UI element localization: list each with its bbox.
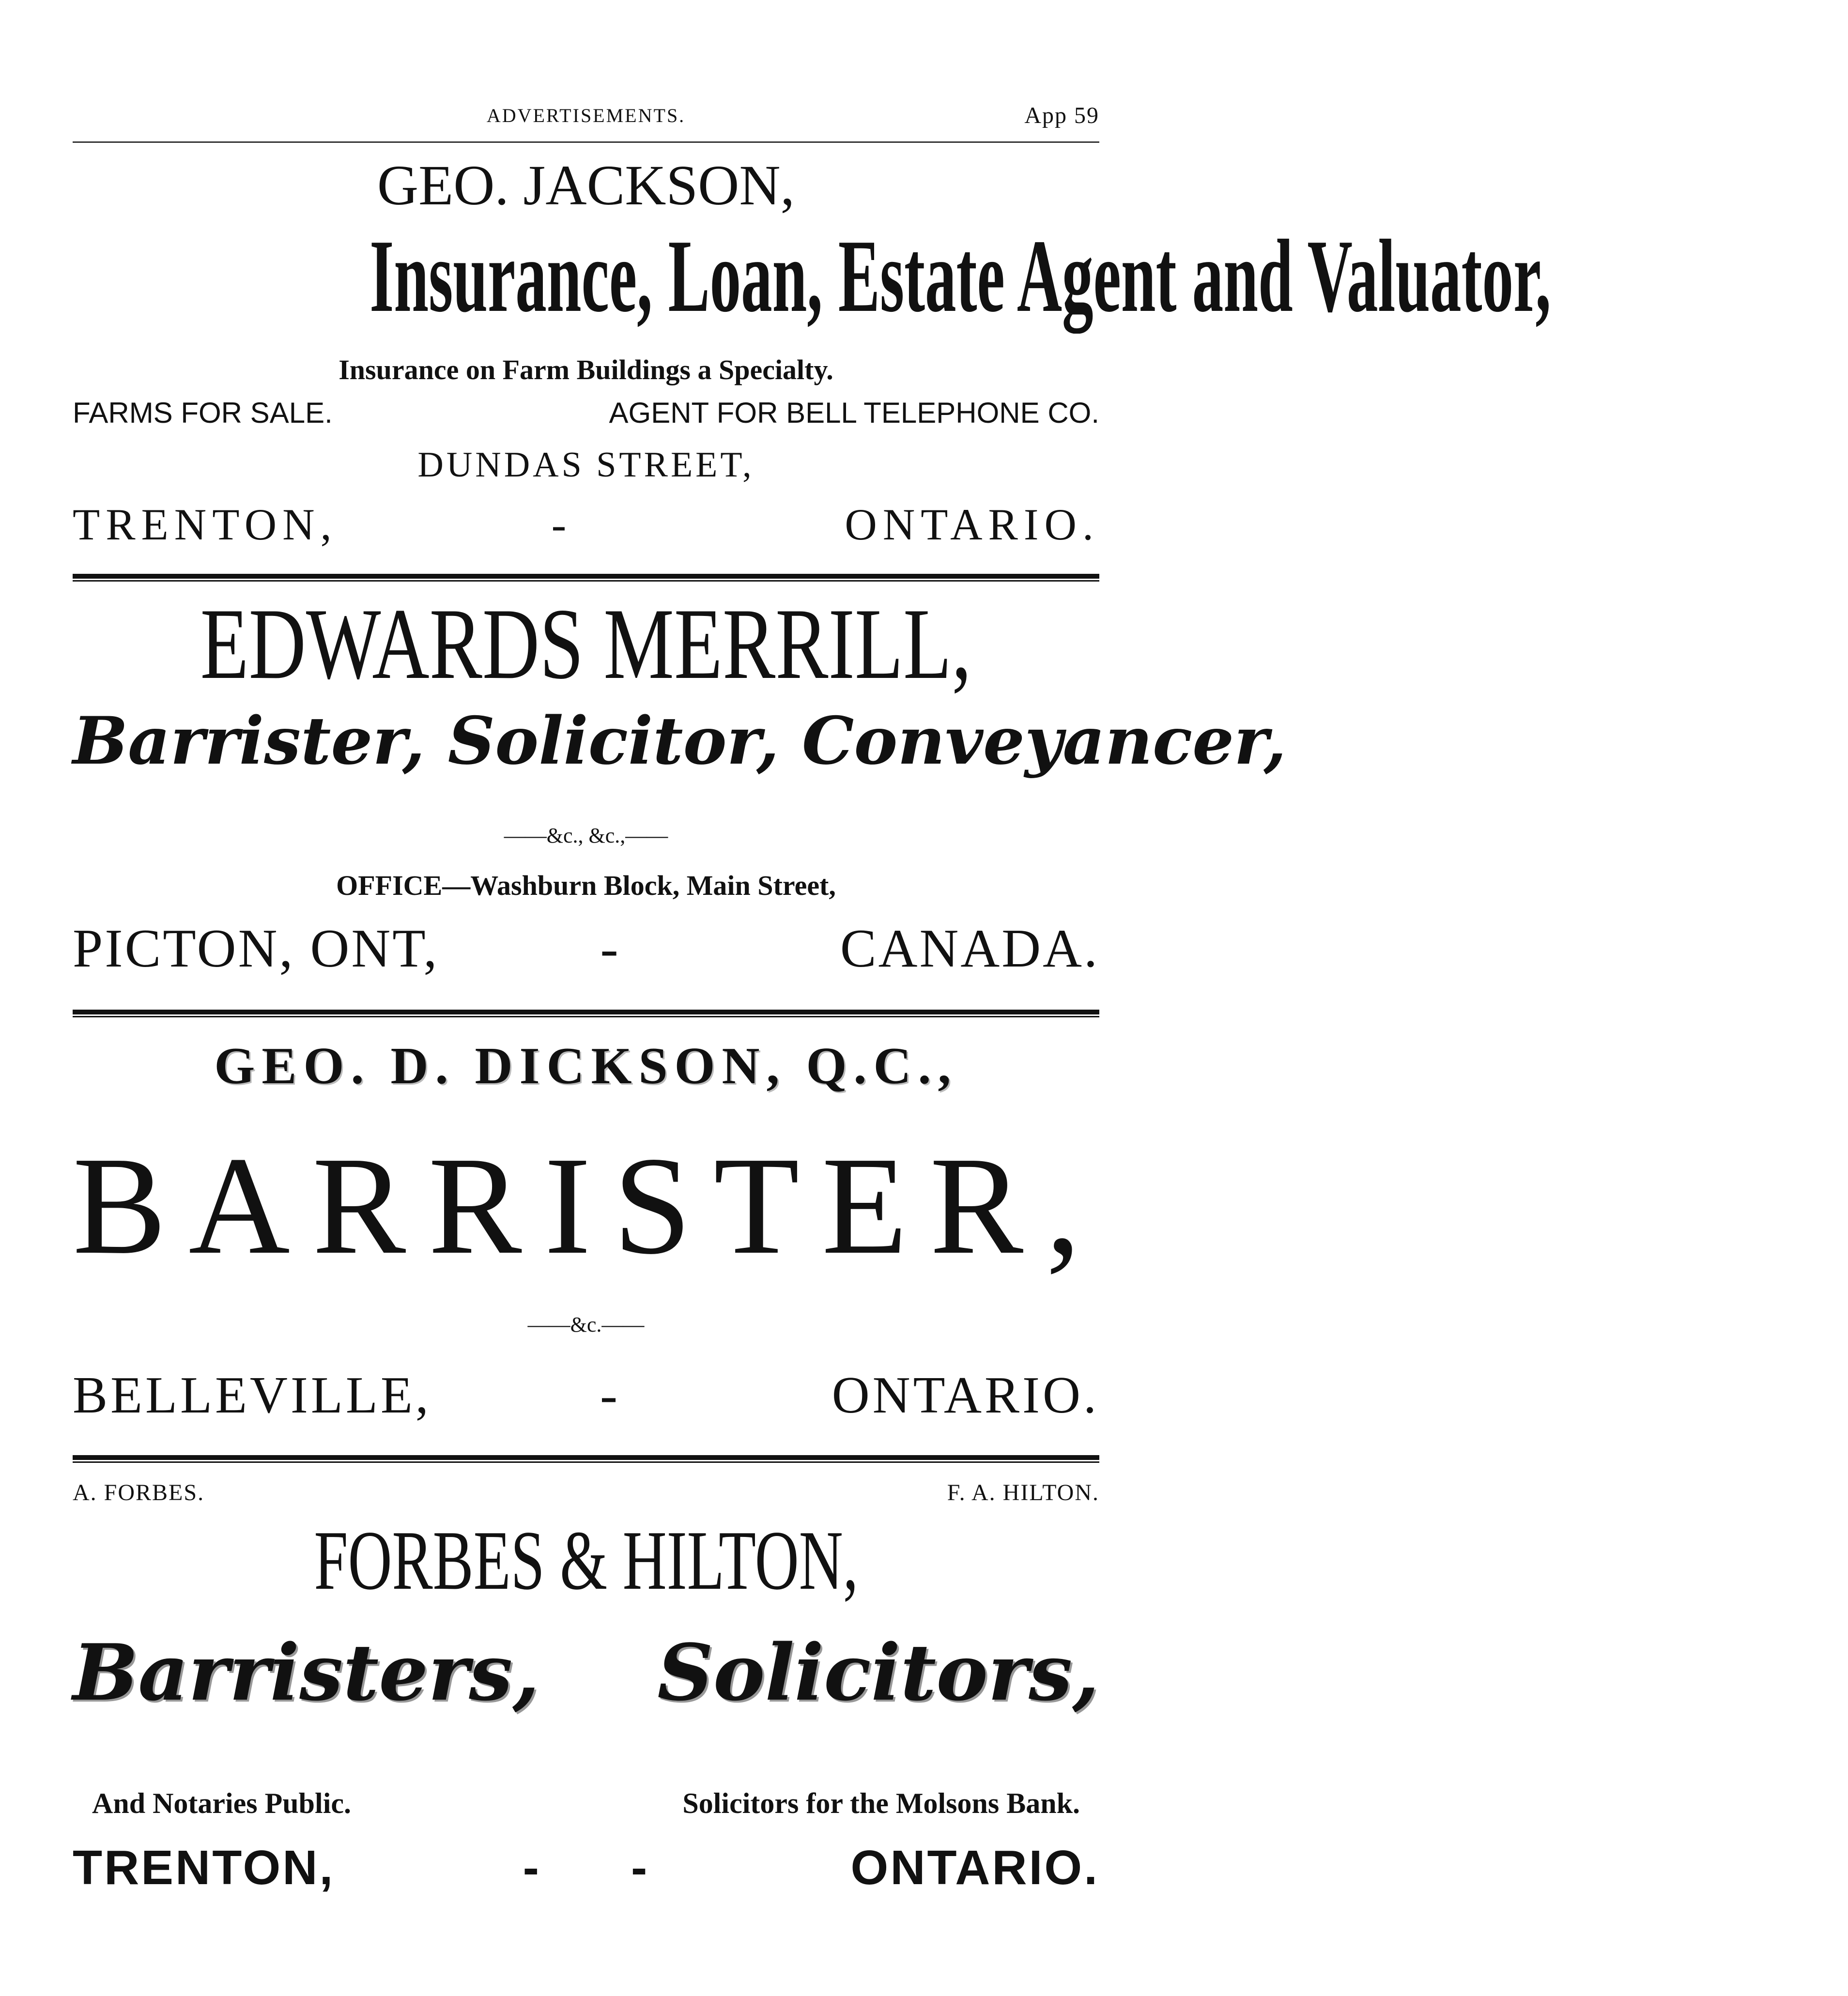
jackson-dash: - <box>551 500 572 549</box>
dickson-city-line <box>73 1366 1099 1426</box>
jackson-name: GEO. JACKSON, <box>377 154 795 217</box>
jackson-specialty: Insurance on Farm Buildings a Specialty. <box>339 354 833 385</box>
jackson-telephone-agent: AGENT FOR BELL TELEPHONE CO. <box>609 397 1099 429</box>
dickson-dash: - <box>600 1366 620 1424</box>
dickson-profession: BARRISTER, <box>73 1128 1103 1283</box>
merrill-country: CANADA. <box>840 919 1099 979</box>
forbes-partner-left: A. FORBES. <box>73 1480 205 1505</box>
forbes-notaries-line <box>73 1787 1099 1820</box>
forbes-firm-wrap <box>73 1513 1099 1607</box>
running-head-title: ADVERTISEMENTS. <box>486 105 686 126</box>
jackson-farms-agent-line <box>73 396 1099 430</box>
merrill-office-label: OFFICE <box>336 870 443 901</box>
merrill-etc: ——&c., &c.,—— <box>504 824 668 847</box>
merrill-city-line <box>73 918 1099 980</box>
forbes-dash-2: - <box>631 1841 649 1895</box>
forbes-dash-1: - <box>523 1841 541 1895</box>
jackson-street: DUNDAS STREET, <box>417 445 755 485</box>
forbes-bank: Solicitors for the Molsons Bank. <box>682 1787 1080 1819</box>
jackson-province: ONTARIO. <box>845 500 1099 549</box>
advertisement-page <box>73 0 1551 1996</box>
separator-3 <box>73 1455 1099 1463</box>
merrill-office-address: —Washburn Block, Main Street, <box>442 870 836 901</box>
jackson-farms-for-sale: FARMS FOR SALE. <box>73 397 333 429</box>
jackson-city: TRENTON, <box>73 500 338 549</box>
forbes-profession-line <box>73 1627 1099 1718</box>
dickson-city: BELLEVILLE, <box>73 1366 431 1424</box>
dickson-name: GEO. D. DICKSON, Q.C., <box>214 1037 958 1095</box>
forbes-city: TRENTON, <box>73 1841 335 1895</box>
dickson-province: ONTARIO. <box>832 1366 1099 1424</box>
forbes-barristers: Barristers, <box>73 1627 540 1718</box>
merrill-profession: Barrister, Solicitor, Conveyancer, <box>73 702 1287 779</box>
forbes-solicitors: Solicitors, <box>657 1627 1099 1718</box>
forbes-notaries: And Notaries Public. <box>92 1787 352 1819</box>
dickson-etc: ——&c.—— <box>527 1313 645 1336</box>
merrill-office-line <box>73 869 1099 902</box>
forbes-partner-right: F. A. HILTON. <box>947 1480 1099 1505</box>
merrill-city: PICTON, ONT, <box>73 919 439 979</box>
running-head <box>73 104 1099 133</box>
forbes-firm: FORBES & HILTON, <box>314 1513 858 1607</box>
forbes-partners-line <box>73 1479 1099 1506</box>
merrill-dash: - <box>600 919 620 979</box>
forbes-province: ONTARIO. <box>850 1841 1099 1895</box>
merrill-name-wrap <box>73 588 1099 700</box>
merrill-name: EDWARDS MERRILL, <box>200 588 972 700</box>
header-rule <box>73 141 1099 143</box>
jackson-headline-wrap <box>73 218 1551 334</box>
jackson-city-line <box>73 499 1099 550</box>
separator-1 <box>73 574 1099 582</box>
separator-2 <box>73 1010 1099 1017</box>
page-number: App 59 <box>1024 103 1099 128</box>
jackson-headline: Insurance, Loan, Estate Agent and Valuator, <box>370 218 1551 334</box>
forbes-city-line <box>73 1840 1099 1896</box>
